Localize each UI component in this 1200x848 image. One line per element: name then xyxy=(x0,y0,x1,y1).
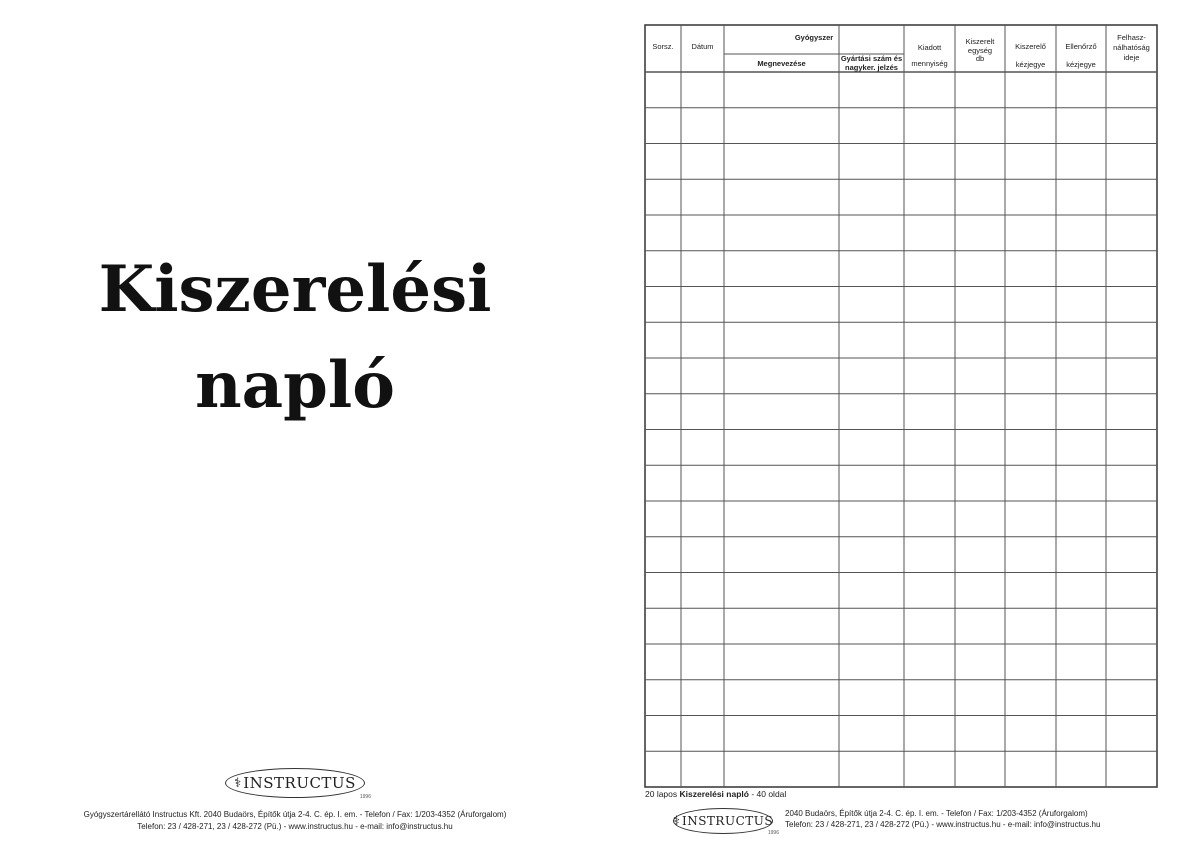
caption-title: Kiszerelési napló xyxy=(679,789,749,799)
logo-year: 1996 xyxy=(767,830,779,836)
logo-year: 1996 xyxy=(359,794,371,800)
right-footer-line1: 2040 Budaörs, Építők útja 2-4. C. ép. I. em. - Telefon / Fax: 1/203-4352 (Áruforgalom) xyxy=(785,809,1088,818)
instructus-logo-small xyxy=(672,808,779,836)
caduceus-icon: ⚕ xyxy=(672,813,680,828)
header-ellenorzo: Ellenőrző kézjegye xyxy=(1065,42,1097,69)
header-sorsz: Sorsz. xyxy=(652,42,674,51)
left-footer-line1: Gyógyszertárellátó Instructus Kft. 2040 Budaörs, Építők útja 2-4. C. ép. I. em. - Telefon / Fax: 1/203-4352 (Áruforgalom) xyxy=(83,810,507,819)
cover-title-line2: napló xyxy=(195,348,395,423)
header-kiszerelo: Kiszerelő kézjegye xyxy=(1015,42,1046,69)
right-footer xyxy=(785,808,1100,830)
header-kiadott: Kiadott mennyiség xyxy=(911,43,948,68)
header-felhasznalhatosag: Felhasz- nálhatóság ideje xyxy=(1113,33,1150,62)
logo-name: INSTRUCTUS xyxy=(243,774,356,792)
caduceus-icon: ⚕ xyxy=(234,775,242,790)
logo-name: INSTRUCTUS xyxy=(681,814,774,828)
header-datum: Dátum xyxy=(691,42,714,51)
page-count-caption: 20 lapos Kiszerelési napló - 40 oldal xyxy=(645,789,787,799)
header-gyartasi: Gyártási szám és nagyker. jelzés xyxy=(840,54,903,72)
table-border xyxy=(645,25,1157,787)
header-gyogyszer: Gyógyszer xyxy=(794,33,834,42)
cover-title-line1: Kiszerelési xyxy=(98,252,492,327)
right-footer-line2: Telefon: 23 / 428-271, 23 / 428-272 (Pü.) - www.instructus.hu - e-mail: info@instructus.hu xyxy=(785,820,1101,829)
left-footer-line2: Telefon: 23 / 428-271, 23 / 428-272 (Pü.) - www.instructus.hu - e-mail: info@instructus.hu xyxy=(137,822,453,831)
header-kiszerelt: Kiszerelt egység db xyxy=(965,37,995,63)
header-megnevezese: Megnevezése xyxy=(757,59,806,68)
